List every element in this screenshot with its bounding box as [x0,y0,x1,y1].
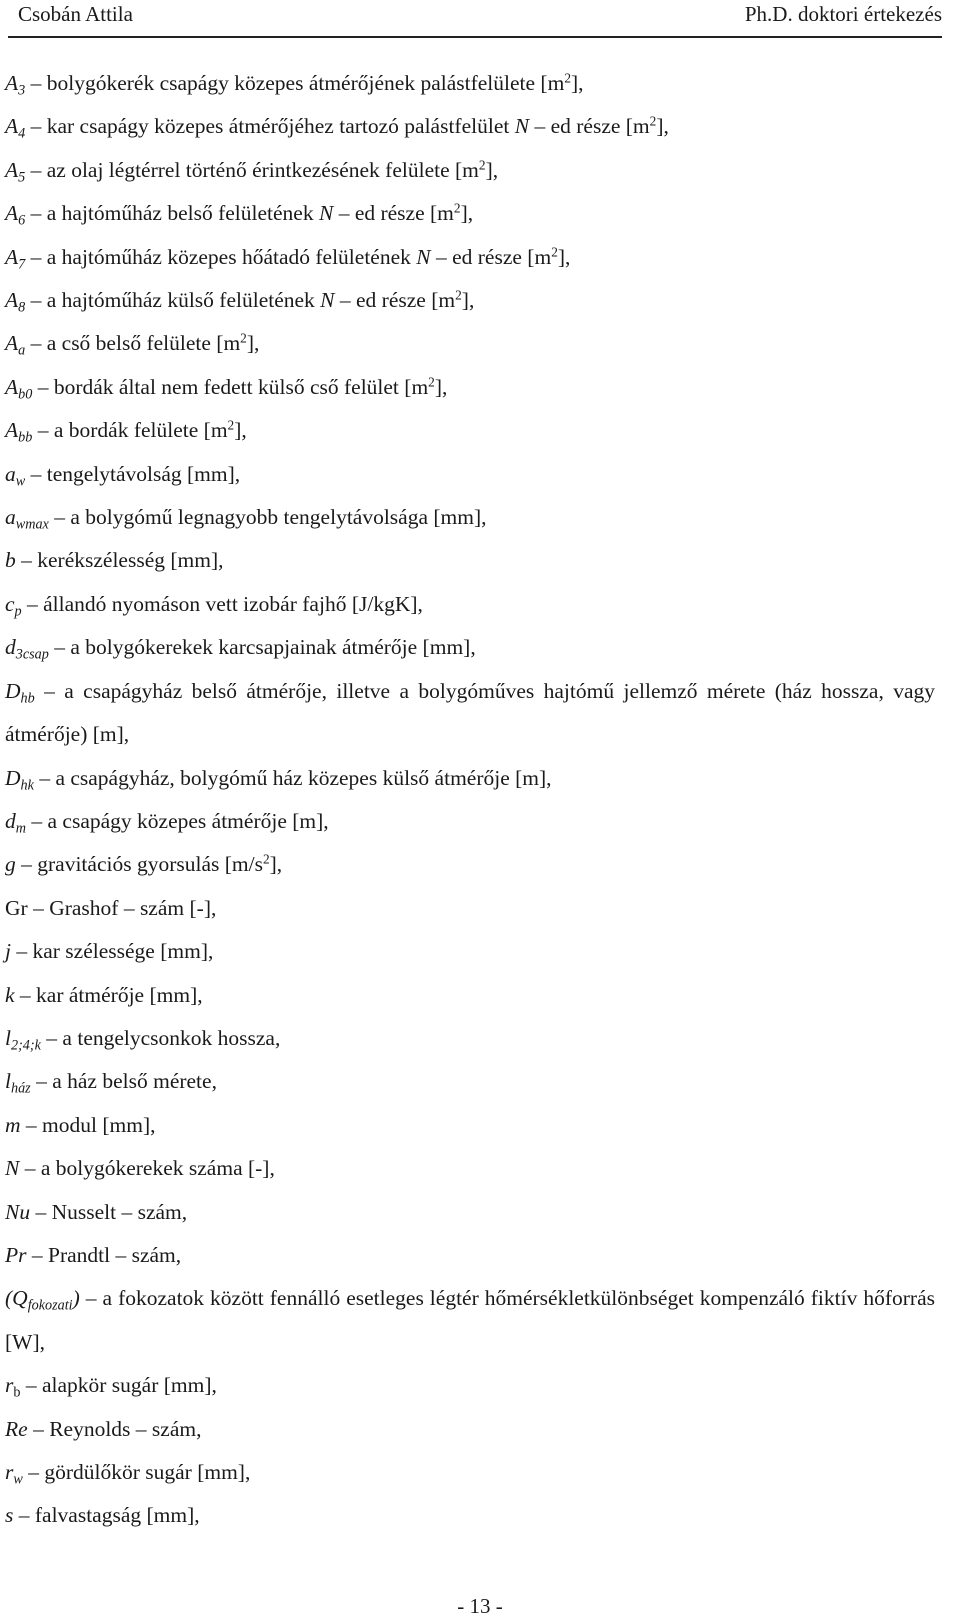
symbol-letter: r [5,1373,14,1398]
symbol-entry [5,279,935,322]
unit-exponent: 2 [564,70,571,86]
header-document-type: Ph.D. doktori értekezés [744,2,942,26]
symbol-inline-variable: N [318,201,334,226]
symbol-definition: – gördülőkör sugár [mm], [22,1460,251,1484]
symbol-letter: l [5,1025,11,1050]
symbol-letter: A [5,418,19,443]
unit-exponent: 2 [227,417,235,433]
symbol-subscript: w [13,1471,23,1488]
symbol-entry [5,322,935,365]
symbol [5,635,49,663]
symbol [5,678,35,707]
symbol-subscript: 6 [18,212,26,229]
symbol-letter: A [5,331,19,356]
symbol-entry [5,930,935,973]
symbol-definition: – modul [mm], [20,1112,156,1137]
symbol [5,114,26,142]
symbol [5,852,16,876]
symbol-subscript: b [13,1384,21,1401]
symbol-entry [5,583,935,626]
unit-exponent: 2 [455,287,462,303]
symbol-subscript: fokozati [27,1297,73,1314]
symbol [5,244,26,273]
symbol-definition: – kar szélessége [mm], [10,939,214,964]
symbol-definition: – alapkör sugár [mm], [20,1373,217,1398]
symbol-letter: l [5,1069,11,1094]
symbol-subscript: 3 [18,82,26,99]
symbol-subscript: 7 [18,256,26,273]
symbol-entry [5,670,935,757]
unit-closing: ], [485,157,499,182]
symbol [5,418,33,446]
symbol-definition: – a hajtóműház közepes hőátadó felületének [25,244,417,269]
symbol-definition: – bolygókerék csapágy közepes átmérőjének palástfelülete [m [25,71,565,95]
symbol-subscript: w [15,473,26,490]
symbol-suffix: ) [72,1286,80,1311]
symbol-entry [5,974,935,1017]
unit-closing: ], [434,374,448,399]
unit-exponent: 2 [262,851,270,867]
symbol-entry [5,1017,935,1060]
symbol-subscript: a [18,342,26,359]
symbol-definition: – a cső belső felülete [m [25,331,241,356]
symbol-letter: A [5,157,19,182]
symbol-inline-variable: N [416,244,431,269]
symbol-entry [5,192,935,235]
symbol-definition: – a bolygómű legnagyobb tengelytávolsága [mm], [48,505,487,530]
unit-closing: ], [656,114,669,139]
symbol-letter: m [5,1112,21,1137]
symbol-definition: – kar csapágy közepes átmérőjéhez tartozó palástfelület [25,114,515,139]
symbol-letter: N [5,1156,20,1181]
unit-exponent: 2 [240,331,247,347]
symbol [5,157,26,186]
symbol-entry [5,1060,935,1103]
symbol-definition: – a hajtóműház belső felületének [25,201,319,226]
symbol-definition: – állandó nyomáson vett izobár fajhő [J/kgK], [21,591,423,616]
unit-closing: ], [461,288,475,313]
symbol-letter: c [5,591,15,616]
header-author: Csobán Attila [18,2,133,26]
symbol [5,548,16,572]
symbol-definition-continued: – ed része [m [430,244,552,269]
symbol-letter: A [5,201,19,226]
symbol-entry [5,409,935,452]
symbol-inline-variable: N [514,114,530,139]
symbol [5,1113,21,1137]
symbol-subscript: b0 [18,386,33,403]
symbol-letter: Re [5,1416,28,1441]
unit-closing: ], [557,244,571,269]
symbol-entry [5,1494,935,1537]
symbol-entry [5,757,935,800]
symbol-entry [5,626,935,669]
symbol-definition: – Grashof – szám [-], [27,895,217,920]
symbol [5,1373,21,1401]
symbol-definition: – a hajtóműház külső felületének [25,288,321,313]
symbol [5,505,49,533]
unit-exponent: 2 [551,244,558,260]
unit-exponent: 2 [649,114,657,130]
symbol-entry [5,1451,935,1494]
symbol-subscript: p [14,603,22,620]
symbol-entry [5,1364,935,1407]
symbol-entry [5,1408,935,1451]
symbol-entry [5,105,935,148]
symbol [5,1156,19,1180]
symbol-definition: – a csapágyház belső átmérője, illetve a bolygóműves hajtómű jellemző mérete (ház hossza, vagy átmérője) [m], [5,678,935,747]
symbol-entry [5,366,935,409]
symbol [5,591,22,620]
symbol [5,896,28,920]
symbol-subscript: ház [10,1080,31,1097]
symbol-definition: – falvastagság [mm], [13,1503,200,1528]
symbol-definition: – a tengelycsonkok hossza, [40,1025,281,1050]
symbol-definition: – tengelytávolság [mm], [25,461,241,486]
symbol-entry [5,539,935,582]
symbol-letter: Gr [5,895,28,920]
symbol-subscript: 8 [18,299,26,316]
symbol-letter: A [5,288,19,313]
symbol-subscript: m [15,820,26,837]
symbol-entry [5,62,935,105]
symbol-letter: A [5,244,19,269]
symbol [5,1200,30,1224]
symbol-letter: D [5,678,21,703]
unit-closing: ], [246,331,260,356]
symbol-entry [5,1277,935,1364]
symbol-subscript: 2;4;k [10,1037,41,1054]
symbol-definition: – bordák által nem fedett külső cső felület [m [32,374,429,399]
unit-exponent: 2 [478,157,486,173]
symbol [5,71,26,99]
symbol-letter: A [5,71,19,95]
symbol-letter: Pr [5,1242,27,1267]
symbol-subscript: bb [18,429,33,446]
unit-closing: ], [460,201,474,226]
symbol [5,765,34,794]
symbol-definition: – Nusselt – szám, [30,1199,188,1224]
symbol [5,1286,80,1314]
symbol-definition: – a fokozatok között fennálló esetleges légtér hőmérsékletkülönbséget kompenzáló fiktív hőforrás [W], [5,1286,935,1354]
symbol-entry [5,843,935,886]
symbol-letter: Nu [5,1199,31,1224]
symbol-letter: A [5,114,19,139]
page-header [8,0,942,40]
symbol-letter: (Q [5,1286,28,1311]
symbol-definition-continued: – ed része [m [333,201,454,226]
symbol-definition-continued: – ed része [m [529,114,650,139]
symbol-letter: k [5,982,15,1007]
symbol-definition: – az olaj légtérrel történő érintkezésének felülete [m [25,157,479,182]
symbol-letter: r [5,1460,14,1484]
symbol-entry [5,1191,935,1234]
symbol-definition: – Reynolds – szám, [27,1416,202,1441]
symbol-entry [5,1147,935,1190]
symbol [5,1069,31,1097]
symbol-subscript: 4 [18,125,26,142]
symbol [5,1460,23,1488]
symbol-definition: – a bolygókerekek száma [-], [19,1156,275,1181]
symbol-subscript: 3csap [15,646,49,663]
symbol-letter: D [5,765,21,790]
symbol-definition-continued: – ed része [m [334,288,456,313]
symbol-letter: a [5,505,16,530]
symbol [5,1243,27,1267]
symbol-entry [5,496,935,539]
symbol-letter: j [5,939,11,964]
symbol-definition: – Prandtl – szám, [26,1242,182,1267]
symbol [5,374,33,403]
symbol-definition: – a bordák felülete [m [32,418,228,443]
symbol-letter: g [5,852,16,877]
symbol [5,1025,41,1054]
symbol-letter: A [5,374,19,399]
symbol-definition: – gravitációs gyorsulás [m/s [15,852,263,877]
symbol-letter: a [5,461,16,486]
symbol [5,1417,28,1441]
symbol-subscript: hb [20,690,35,707]
unit-closing: ], [269,852,283,877]
symbol-letter: d [5,635,16,660]
symbol-entry [5,236,935,279]
symbol [5,808,26,837]
symbol-subscript: 5 [18,169,26,186]
symbol-entry [5,1234,935,1277]
symbol-entry [5,800,935,843]
symbol-definition: – kar átmérője [mm], [14,982,203,1007]
symbol-definition: – a bolygókerekek karcsapjainak átmérője [mm], [48,635,476,660]
symbol [5,201,26,229]
symbol-entry [5,1104,935,1147]
symbol-definition: – a csapágyház, bolygómű ház közepes külső átmérője [m], [33,765,552,790]
symbol-definition: – a csapágy közepes átmérője [m], [26,808,329,833]
symbol-entry [5,149,935,192]
symbol-letter: b [5,548,16,573]
symbol [5,461,26,490]
symbol-list [5,62,935,1538]
symbol-inline-variable: N [320,288,335,313]
header-rule [8,36,942,38]
unit-closing: ], [570,71,584,95]
symbol-entry [5,887,935,930]
symbol [5,983,15,1007]
page-number: - 13 - [457,1594,503,1618]
symbol-letter: s [5,1503,14,1528]
symbol-definition: – kerékszélesség [mm], [15,548,224,573]
symbol [5,331,26,359]
unit-closing: ], [234,418,247,443]
symbol-subscript: wmax [15,516,49,533]
symbol-subscript: hk [20,777,34,794]
unit-exponent: 2 [453,200,461,216]
unit-exponent: 2 [428,374,435,390]
symbol-entry [5,453,935,496]
symbol-definition: – a ház belső mérete, [30,1069,217,1094]
symbol [5,288,26,316]
symbol-letter: d [5,808,16,833]
